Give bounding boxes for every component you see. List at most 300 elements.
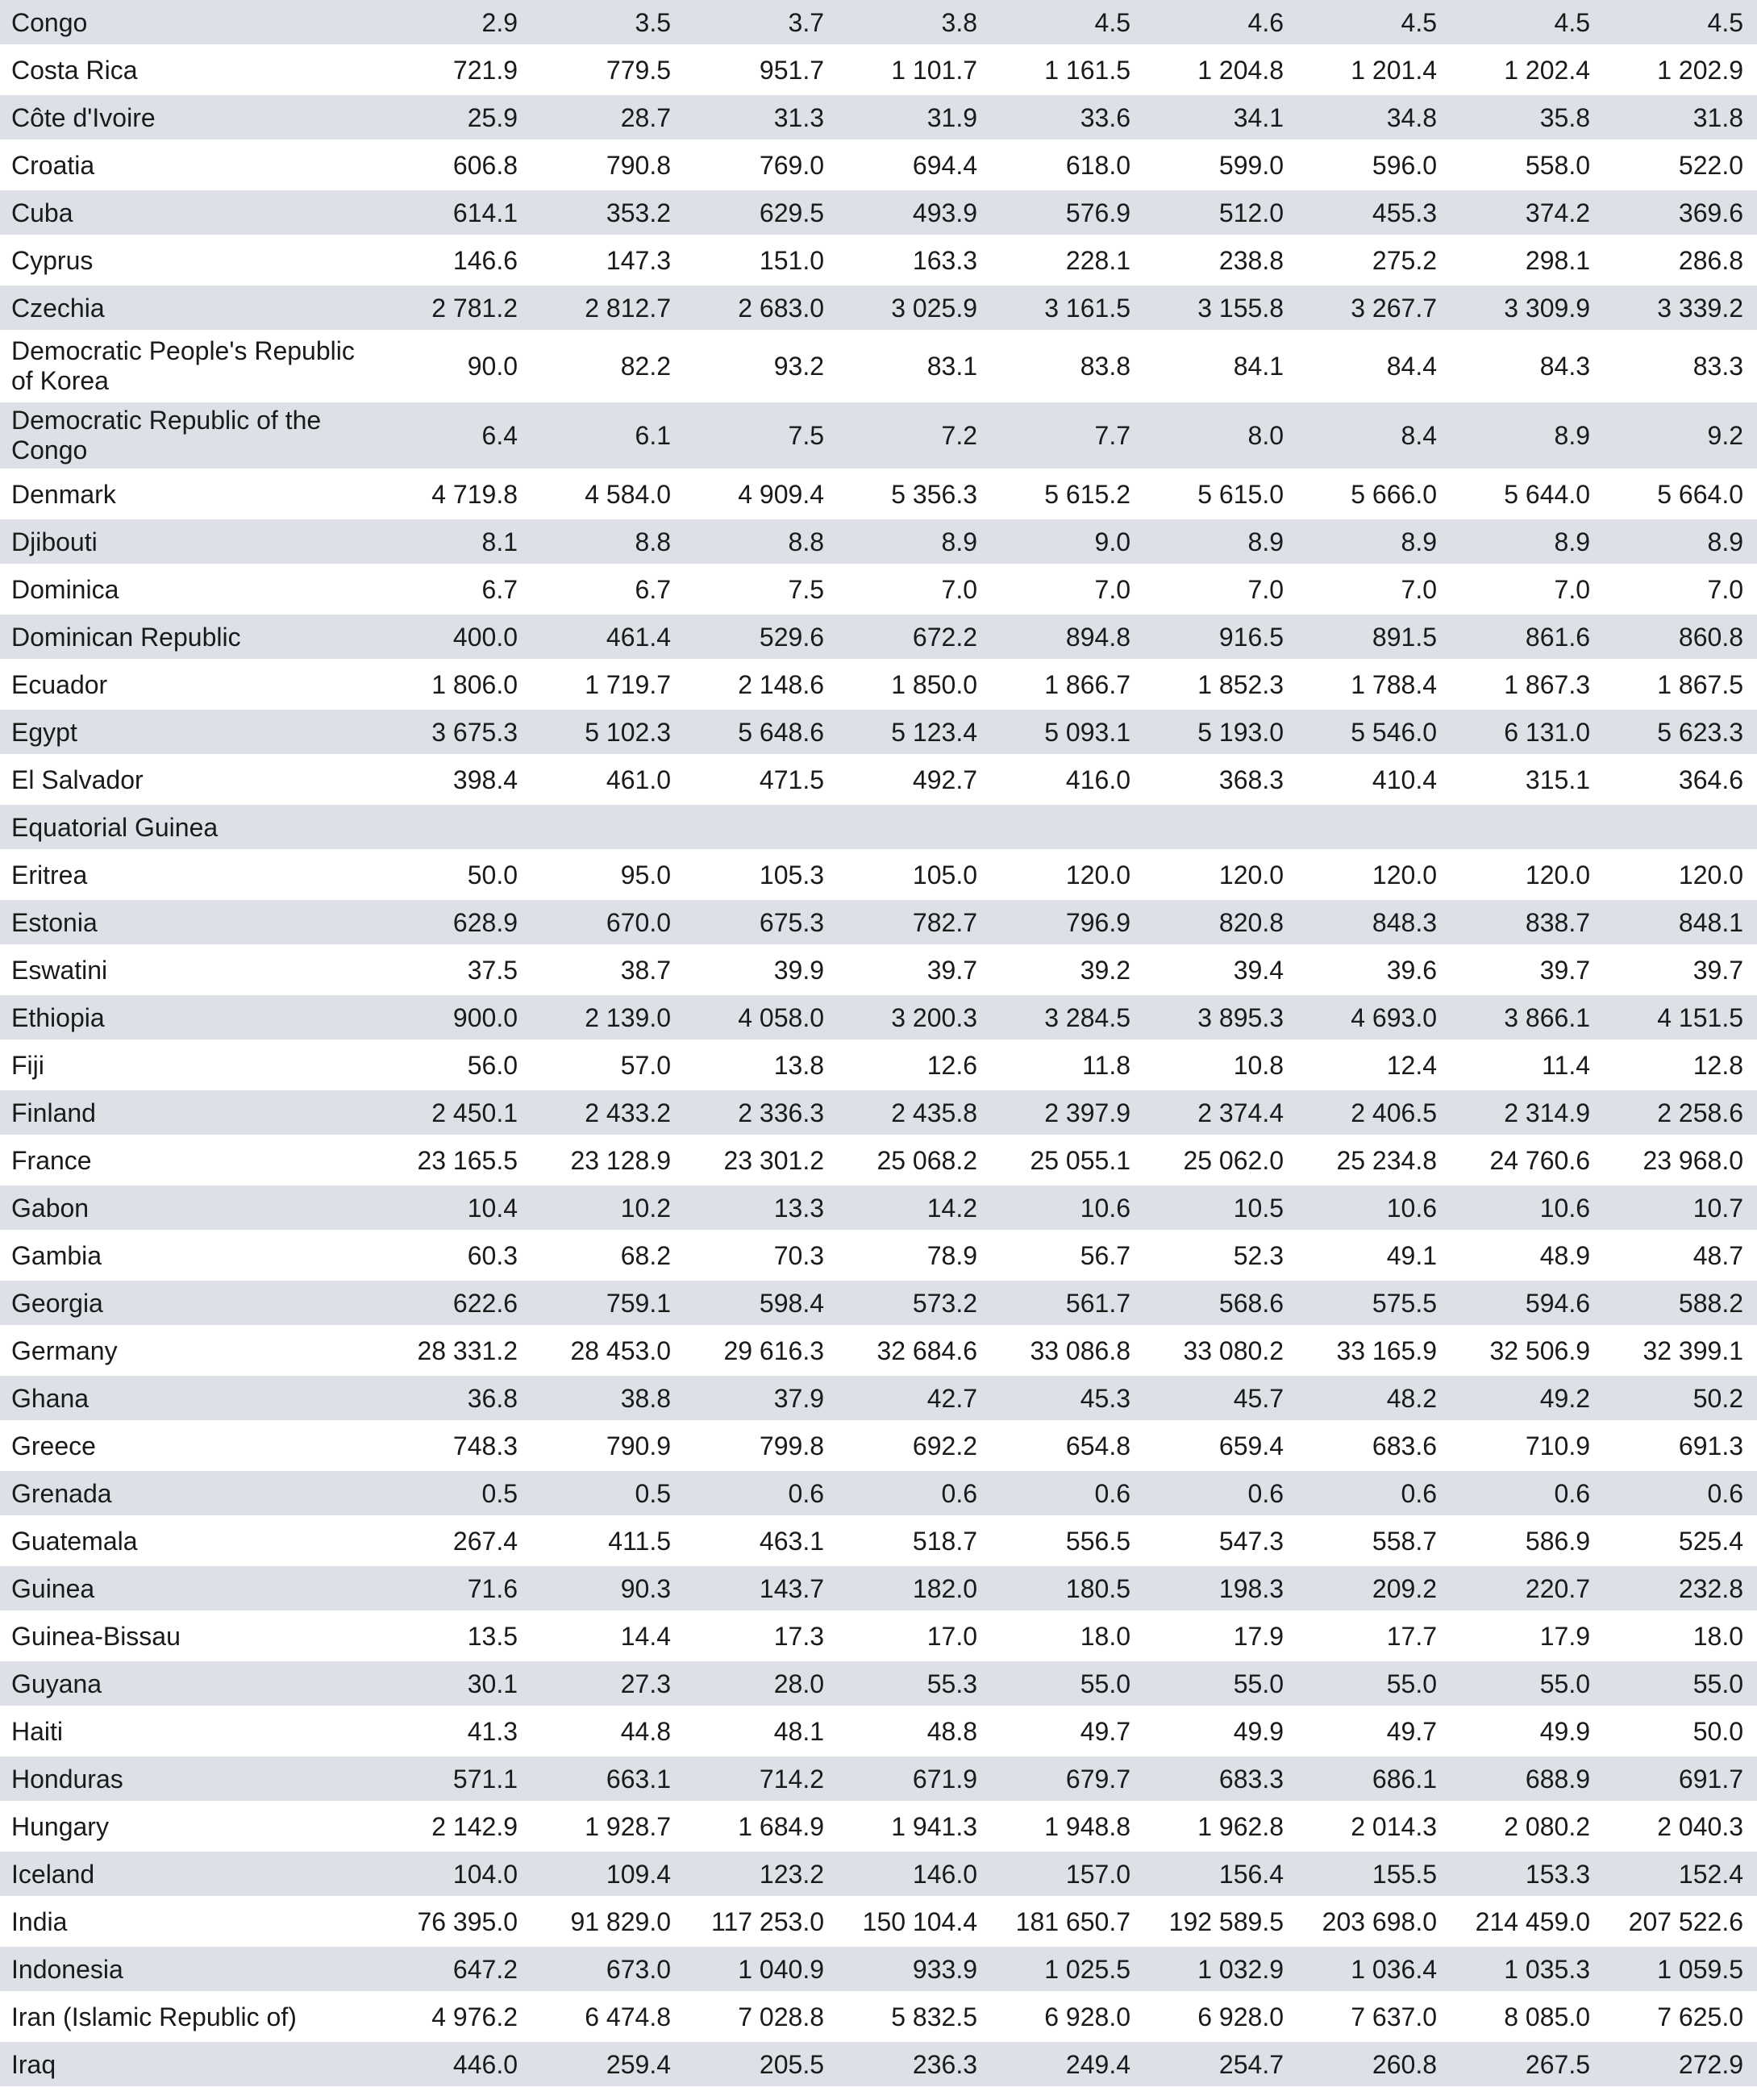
value-cell: 411.5	[532, 1519, 685, 1566]
value-cell: 673.0	[532, 1947, 685, 1994]
value-cell: 522.0	[1605, 143, 1757, 190]
value-cell: 916.5	[1145, 615, 1298, 662]
value-cell: 894.8	[992, 615, 1145, 662]
value-cell: 4 151.5	[1605, 995, 1757, 1043]
country-name-cell: Djibouti	[0, 519, 379, 567]
country-name-cell: Honduras	[0, 1756, 379, 1804]
value-cell: 598.4	[685, 1281, 839, 1328]
value-cell: 1 941.3	[839, 1804, 992, 1852]
value-cell: 446.0	[379, 2042, 532, 2090]
value-cell: 32 684.6	[839, 1328, 992, 1376]
value-cell: 49.9	[1451, 1709, 1605, 1756]
value-cell: 3 025.9	[839, 285, 992, 333]
value-cell: 117 253.0	[685, 1899, 839, 1947]
value-cell	[992, 805, 1145, 852]
value-cell: 4 693.0	[1298, 995, 1451, 1043]
value-cell: 7.0	[992, 567, 1145, 615]
country-name-cell: Denmark	[0, 472, 379, 519]
value-cell: 120.0	[1451, 852, 1605, 900]
value-cell: 12.6	[839, 1043, 992, 1090]
value-cell: 628.9	[379, 900, 532, 948]
value-cell: 1 867.3	[1451, 662, 1605, 710]
country-name-cell: Grenada	[0, 1471, 379, 1519]
value-cell	[1605, 805, 1757, 852]
value-cell: 28 453.0	[532, 1328, 685, 1376]
value-cell: 647.2	[379, 1947, 532, 1994]
value-cell: 17.7	[1298, 1614, 1451, 1661]
table-row	[0, 852, 1757, 900]
value-cell: 688.9	[1451, 1756, 1605, 1804]
country-name-cell: El Salvador	[0, 757, 379, 805]
country-name-cell: Guinea-Bissau	[0, 1614, 379, 1661]
country-name-cell: Georgia	[0, 1281, 379, 1328]
value-cell: 8.0	[1145, 402, 1298, 472]
value-cell: 1 962.8	[1145, 1804, 1298, 1852]
value-cell: 561.7	[992, 1281, 1145, 1328]
value-cell: 23 301.2	[685, 1138, 839, 1185]
value-cell: 3 267.7	[1298, 285, 1451, 333]
value-cell: 1 161.5	[992, 48, 1145, 95]
value-cell: 45.3	[992, 1376, 1145, 1423]
value-cell: 10.6	[992, 1185, 1145, 1233]
country-name-cell: Egypt	[0, 710, 379, 757]
value-cell: 10.5	[1145, 1185, 1298, 1233]
value-cell: 7 028.8	[685, 1994, 839, 2042]
table-row	[0, 1090, 1757, 1138]
table-row	[0, 757, 1757, 805]
value-cell: 9.2	[1605, 402, 1757, 472]
value-cell: 57.0	[532, 1043, 685, 1090]
value-cell: 2 139.0	[532, 995, 685, 1043]
country-name-cell: France	[0, 1138, 379, 1185]
value-cell: 721.9	[379, 48, 532, 95]
table-row	[0, 2042, 1757, 2090]
value-cell: 48.8	[839, 1709, 992, 1756]
value-cell: 556.5	[992, 1519, 1145, 1566]
value-cell: 1 201.4	[1298, 48, 1451, 95]
value-cell: 6 928.0	[1145, 1994, 1298, 2042]
table-row	[0, 1185, 1757, 1233]
value-cell: 5 615.0	[1145, 472, 1298, 519]
value-cell: 576.9	[992, 190, 1145, 238]
value-cell: 558.7	[1298, 1519, 1451, 1566]
value-cell: 900.0	[379, 995, 532, 1043]
value-cell: 84.3	[1451, 333, 1605, 402]
value-cell: 5 193.0	[1145, 710, 1298, 757]
value-cell: 123.2	[685, 1852, 839, 1899]
value-cell: 7.0	[1605, 567, 1757, 615]
value-cell: 1 852.3	[1145, 662, 1298, 710]
value-cell: 710.9	[1451, 1423, 1605, 1471]
value-cell: 24 760.6	[1451, 1138, 1605, 1185]
country-name-cell: Congo	[0, 0, 379, 48]
country-name-cell: Democratic People's Republic of Korea	[0, 333, 379, 402]
value-cell: 259.4	[532, 2042, 685, 2090]
value-cell: 49.1	[1298, 1233, 1451, 1281]
value-cell: 8.1	[379, 519, 532, 567]
table-row	[0, 1661, 1757, 1709]
value-cell: 236.3	[839, 2042, 992, 2090]
value-cell: 6.1	[532, 402, 685, 472]
table-row	[0, 995, 1757, 1043]
value-cell: 0.5	[532, 1471, 685, 1519]
value-cell: 267.5	[1451, 2042, 1605, 2090]
table-row	[0, 710, 1757, 757]
value-cell: 55.0	[1451, 1661, 1605, 1709]
value-cell: 2 040.3	[1605, 1804, 1757, 1852]
value-cell: 461.0	[532, 757, 685, 805]
value-cell: 31.8	[1605, 95, 1757, 143]
value-cell: 203 698.0	[1298, 1899, 1451, 1947]
value-cell: 2 258.6	[1605, 1090, 1757, 1138]
value-cell: 91 829.0	[532, 1899, 685, 1947]
country-name-cell: Eswatini	[0, 948, 379, 995]
value-cell: 410.4	[1298, 757, 1451, 805]
value-cell: 5 615.2	[992, 472, 1145, 519]
table-row	[0, 1804, 1757, 1852]
value-cell: 512.0	[1145, 190, 1298, 238]
table-row	[0, 1376, 1757, 1423]
country-name-cell: Ghana	[0, 1376, 379, 1423]
country-name-cell: Gabon	[0, 1185, 379, 1233]
value-cell: 3 309.9	[1451, 285, 1605, 333]
value-cell: 779.5	[532, 48, 685, 95]
value-cell: 492.7	[839, 757, 992, 805]
value-cell: 683.6	[1298, 1423, 1451, 1471]
value-cell: 2 148.6	[685, 662, 839, 710]
country-name-cell: Cuba	[0, 190, 379, 238]
value-cell: 820.8	[1145, 900, 1298, 948]
value-cell: 400.0	[379, 615, 532, 662]
value-cell: 1 032.9	[1145, 1947, 1298, 1994]
value-cell: 120.0	[1298, 852, 1451, 900]
value-cell: 39.7	[839, 948, 992, 995]
value-cell: 670.0	[532, 900, 685, 948]
value-cell: 8.8	[532, 519, 685, 567]
value-cell: 90.0	[379, 333, 532, 402]
value-cell: 3 284.5	[992, 995, 1145, 1043]
value-cell: 4 909.4	[685, 472, 839, 519]
value-cell: 1 948.8	[992, 1804, 1145, 1852]
country-name-cell: Ethiopia	[0, 995, 379, 1043]
value-cell: 2 314.9	[1451, 1090, 1605, 1138]
value-cell: 156.4	[1145, 1852, 1298, 1899]
value-cell: 48.7	[1605, 1233, 1757, 1281]
value-cell: 49.2	[1451, 1376, 1605, 1423]
value-cell: 23 968.0	[1605, 1138, 1757, 1185]
value-cell: 518.7	[839, 1519, 992, 1566]
value-cell: 214 459.0	[1451, 1899, 1605, 1947]
table-row	[0, 900, 1757, 948]
value-cell: 8.8	[685, 519, 839, 567]
value-cell: 157.0	[992, 1852, 1145, 1899]
value-cell: 70.3	[685, 1233, 839, 1281]
value-cell: 6.7	[379, 567, 532, 615]
value-cell: 622.6	[379, 1281, 532, 1328]
table-row	[0, 1138, 1757, 1185]
value-cell: 8.9	[1451, 519, 1605, 567]
value-cell: 5 356.3	[839, 472, 992, 519]
value-cell: 34.8	[1298, 95, 1451, 143]
value-cell: 368.3	[1145, 757, 1298, 805]
value-cell: 7 625.0	[1605, 1994, 1757, 2042]
value-cell: 39.2	[992, 948, 1145, 995]
value-cell: 0.6	[839, 1471, 992, 1519]
value-cell: 39.7	[1451, 948, 1605, 995]
value-cell: 0.6	[992, 1471, 1145, 1519]
value-cell: 55.0	[1605, 1661, 1757, 1709]
country-name-cell: Côte d'Ivoire	[0, 95, 379, 143]
value-cell: 192 589.5	[1145, 1899, 1298, 1947]
value-cell: 28.7	[532, 95, 685, 143]
value-cell: 573.2	[839, 1281, 992, 1328]
value-cell: 1 850.0	[839, 662, 992, 710]
table-row	[0, 662, 1757, 710]
value-cell: 3 895.3	[1145, 995, 1298, 1043]
value-cell: 461.4	[532, 615, 685, 662]
country-name-cell: Iceland	[0, 1852, 379, 1899]
country-name-cell: Guyana	[0, 1661, 379, 1709]
value-cell: 31.9	[839, 95, 992, 143]
value-cell: 25 055.1	[992, 1138, 1145, 1185]
value-cell: 315.1	[1451, 757, 1605, 805]
value-cell: 599.0	[1145, 143, 1298, 190]
table-row	[0, 1947, 1757, 1994]
value-cell: 3 675.3	[379, 710, 532, 757]
value-cell: 692.2	[839, 1423, 992, 1471]
value-cell: 37.9	[685, 1376, 839, 1423]
value-cell: 1 204.8	[1145, 48, 1298, 95]
value-cell: 1 035.3	[1451, 1947, 1605, 1994]
value-cell: 50.0	[379, 852, 532, 900]
value-cell: 3.8	[839, 0, 992, 48]
value-cell: 83.1	[839, 333, 992, 402]
table-row	[0, 1233, 1757, 1281]
country-name-cell: Dominica	[0, 567, 379, 615]
value-cell: 568.6	[1145, 1281, 1298, 1328]
country-name-cell: Democratic Republic of the Congo	[0, 402, 379, 472]
value-cell: 286.8	[1605, 238, 1757, 285]
value-cell: 3 866.1	[1451, 995, 1605, 1043]
value-cell: 4.5	[1298, 0, 1451, 48]
value-cell: 672.2	[839, 615, 992, 662]
value-cell: 4 058.0	[685, 995, 839, 1043]
value-cell: 416.0	[992, 757, 1145, 805]
value-cell: 529.6	[685, 615, 839, 662]
value-cell: 84.4	[1298, 333, 1451, 402]
value-cell: 120.0	[1145, 852, 1298, 900]
value-cell: 83.3	[1605, 333, 1757, 402]
value-cell: 0.6	[1451, 1471, 1605, 1519]
value-cell: 39.6	[1298, 948, 1451, 995]
table-row	[0, 285, 1757, 333]
value-cell: 56.0	[379, 1043, 532, 1090]
value-cell: 891.5	[1298, 615, 1451, 662]
table-row	[0, 1566, 1757, 1614]
value-cell: 2 406.5	[1298, 1090, 1451, 1138]
value-cell: 17.3	[685, 1614, 839, 1661]
table-row	[0, 0, 1757, 48]
value-cell: 10.7	[1605, 1185, 1757, 1233]
value-cell: 4 584.0	[532, 472, 685, 519]
value-cell: 55.3	[839, 1661, 992, 1709]
value-cell: 2 014.3	[1298, 1804, 1451, 1852]
value-cell: 49.7	[992, 1709, 1145, 1756]
value-cell: 951.7	[685, 48, 839, 95]
value-cell: 629.5	[685, 190, 839, 238]
value-cell: 848.1	[1605, 900, 1757, 948]
value-cell: 39.7	[1605, 948, 1757, 995]
value-cell: 49.7	[1298, 1709, 1451, 1756]
country-name-cell: Iran (Islamic Republic of)	[0, 1994, 379, 2042]
value-cell: 13.8	[685, 1043, 839, 1090]
value-cell: 2 781.2	[379, 285, 532, 333]
value-cell: 6 131.0	[1451, 710, 1605, 757]
value-cell: 8.9	[1145, 519, 1298, 567]
value-cell: 0.6	[1145, 1471, 1298, 1519]
value-cell: 5 832.5	[839, 1994, 992, 2042]
country-name-cell: Cyprus	[0, 238, 379, 285]
value-cell: 1 684.9	[685, 1804, 839, 1852]
value-cell: 0.6	[685, 1471, 839, 1519]
value-cell: 1 025.5	[992, 1947, 1145, 1994]
value-cell: 78.9	[839, 1233, 992, 1281]
value-cell: 17.9	[1145, 1614, 1298, 1661]
value-cell: 714.2	[685, 1756, 839, 1804]
table-row	[0, 948, 1757, 995]
value-cell: 151.0	[685, 238, 839, 285]
table-row	[0, 1281, 1757, 1328]
value-cell: 13.3	[685, 1185, 839, 1233]
value-cell: 12.8	[1605, 1043, 1757, 1090]
value-cell: 1 719.7	[532, 662, 685, 710]
value-cell: 861.6	[1451, 615, 1605, 662]
table-row	[0, 1899, 1757, 1947]
value-cell	[685, 805, 839, 852]
value-cell: 267.4	[379, 1519, 532, 1566]
country-name-cell: Finland	[0, 1090, 379, 1138]
value-cell: 10.2	[532, 1185, 685, 1233]
value-cell: 1 036.4	[1298, 1947, 1451, 1994]
value-cell: 663.1	[532, 1756, 685, 1804]
value-cell: 228.1	[992, 238, 1145, 285]
value-cell: 838.7	[1451, 900, 1605, 948]
table-row	[0, 143, 1757, 190]
value-cell: 398.4	[379, 757, 532, 805]
value-cell: 36.8	[379, 1376, 532, 1423]
value-cell: 1 059.5	[1605, 1947, 1757, 1994]
value-cell: 4.5	[1605, 0, 1757, 48]
value-cell: 10.6	[1298, 1185, 1451, 1233]
value-cell: 1 788.4	[1298, 662, 1451, 710]
value-cell: 150 104.4	[839, 1899, 992, 1947]
value-cell: 7 637.0	[1298, 1994, 1451, 2042]
table-row	[0, 1709, 1757, 1756]
table-row	[0, 615, 1757, 662]
value-cell: 5 093.1	[992, 710, 1145, 757]
value-cell: 28.0	[685, 1661, 839, 1709]
value-cell: 463.1	[685, 1519, 839, 1566]
value-cell: 109.4	[532, 1852, 685, 1899]
value-cell: 1 806.0	[379, 662, 532, 710]
value-cell	[1145, 805, 1298, 852]
value-cell: 614.1	[379, 190, 532, 238]
value-cell: 260.8	[1298, 2042, 1451, 2090]
value-cell: 209.2	[1298, 1566, 1451, 1614]
value-cell: 120.0	[1605, 852, 1757, 900]
table-row	[0, 519, 1757, 567]
value-cell: 105.3	[685, 852, 839, 900]
value-cell: 790.8	[532, 143, 685, 190]
value-cell: 455.3	[1298, 190, 1451, 238]
value-cell: 50.2	[1605, 1376, 1757, 1423]
value-cell: 1 202.9	[1605, 48, 1757, 95]
value-cell	[1451, 805, 1605, 852]
value-cell: 33.6	[992, 95, 1145, 143]
value-cell: 198.3	[1145, 1566, 1298, 1614]
value-cell: 38.8	[532, 1376, 685, 1423]
table-row	[0, 190, 1757, 238]
value-cell: 238.8	[1145, 238, 1298, 285]
value-cell: 12.4	[1298, 1043, 1451, 1090]
country-name-cell: Greece	[0, 1423, 379, 1471]
value-cell: 588.2	[1605, 1281, 1757, 1328]
value-cell: 2 336.3	[685, 1090, 839, 1138]
value-cell: 35.8	[1451, 95, 1605, 143]
value-cell: 3 339.2	[1605, 285, 1757, 333]
value-cell: 493.9	[839, 190, 992, 238]
country-name-cell: Hungary	[0, 1804, 379, 1852]
value-cell: 5 102.3	[532, 710, 685, 757]
value-cell: 2 397.9	[992, 1090, 1145, 1138]
value-cell: 10.6	[1451, 1185, 1605, 1233]
value-cell: 38.7	[532, 948, 685, 995]
value-cell: 8 085.0	[1451, 1994, 1605, 2042]
value-cell: 120.0	[992, 852, 1145, 900]
value-cell: 29 616.3	[685, 1328, 839, 1376]
value-cell: 18.0	[1605, 1614, 1757, 1661]
value-cell: 5 546.0	[1298, 710, 1451, 757]
value-cell: 39.4	[1145, 948, 1298, 995]
value-cell: 232.8	[1605, 1566, 1757, 1614]
value-cell: 6.7	[532, 567, 685, 615]
table-row	[0, 1471, 1757, 1519]
value-cell: 181 650.7	[992, 1899, 1145, 1947]
value-cell	[532, 805, 685, 852]
value-cell: 32 399.1	[1605, 1328, 1757, 1376]
value-cell: 93.2	[685, 333, 839, 402]
value-cell: 33 165.9	[1298, 1328, 1451, 1376]
value-cell: 1 040.9	[685, 1947, 839, 1994]
value-cell: 4.5	[1451, 0, 1605, 48]
value-cell: 3 155.8	[1145, 285, 1298, 333]
value-cell: 27.3	[532, 1661, 685, 1709]
value-cell: 105.0	[839, 852, 992, 900]
value-cell: 23 165.5	[379, 1138, 532, 1185]
value-cell: 48.1	[685, 1709, 839, 1756]
table-row	[0, 472, 1757, 519]
value-cell: 13.5	[379, 1614, 532, 1661]
value-cell: 55.0	[1298, 1661, 1451, 1709]
value-cell: 30.1	[379, 1661, 532, 1709]
value-cell: 748.3	[379, 1423, 532, 1471]
value-cell: 1 867.5	[1605, 662, 1757, 710]
value-cell: 220.7	[1451, 1566, 1605, 1614]
value-cell: 25 062.0	[1145, 1138, 1298, 1185]
value-cell: 153.3	[1451, 1852, 1605, 1899]
value-cell: 796.9	[992, 900, 1145, 948]
value-cell: 8.9	[839, 519, 992, 567]
